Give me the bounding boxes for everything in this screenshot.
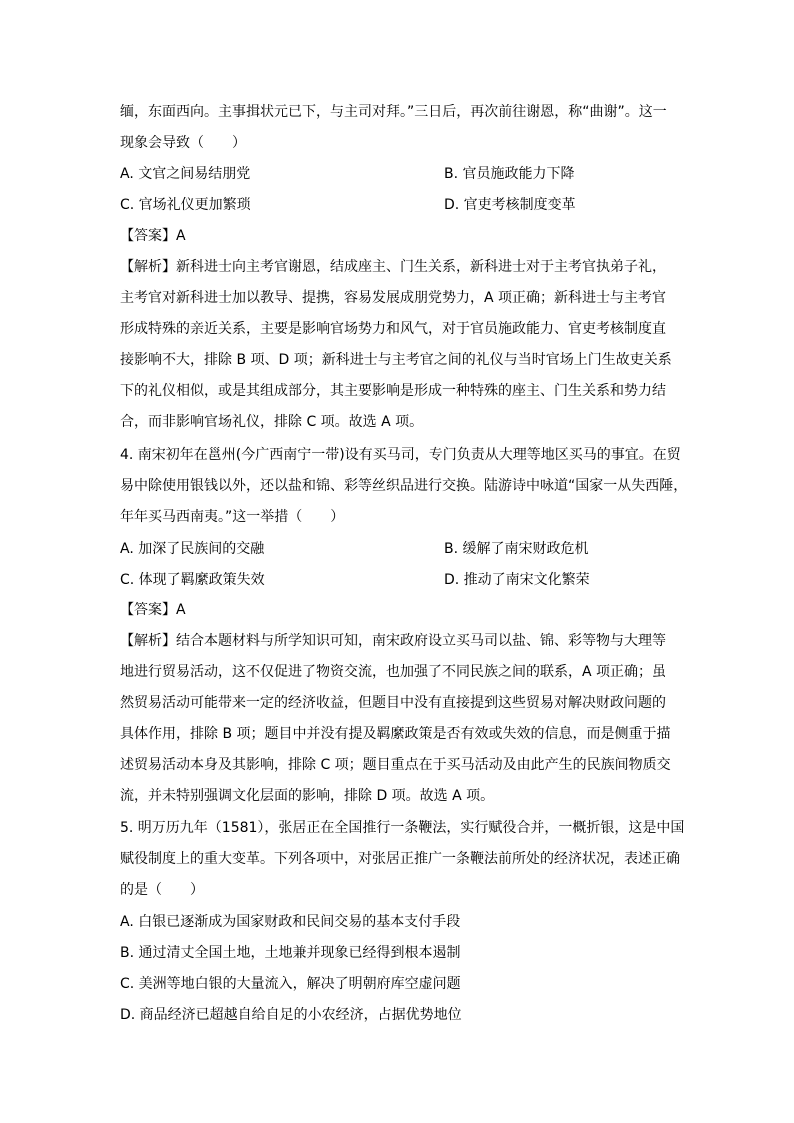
q3-stem-line-1: 缅，东面西向。主事揖状元已下，与主司对拜。”三日后，再次前往谢恩，称“曲谢”。这一 bbox=[120, 104, 667, 120]
q3-answer: 【答案】A bbox=[120, 228, 186, 244]
q4-analysis-line-2: 地进行贸易活动，这不仅促进了物资交流，也加强了不同民族之间的联系，A 项正确；虽 bbox=[120, 664, 667, 680]
q4-option-d: D. 推动了南宋文化繁荣 bbox=[444, 572, 590, 588]
q3-analysis-line-1: 【解析】新科进士向主考官谢恩，结成座主、门生关系，新科进士对于主考官执弟子礼， bbox=[120, 259, 666, 275]
q3-option-a: A. 文官之间易结朋党 bbox=[120, 166, 251, 182]
q4-analysis-line-3: 然贸易活动可能带来一定的经济收益，但题目中没有直接提到这些贸易对解决财政问题的 bbox=[120, 695, 666, 711]
q3-analysis-line-4: 接影响不大，排除 B 项、D 项；新科进士与主考官之间的礼仪与当时官场上门生故吏关系 bbox=[120, 352, 672, 368]
q4-stem-line-1: 4. 南宋初年在邕州(今广西南宁一带)设有买马司，专门负责从大理等地区买马的事宜。在贸 bbox=[120, 447, 681, 463]
q4-analysis-line-4: 具体作用，排除 B 项；题目中并没有提及羁縻政策是否有效或失效的信息，而是侧重于描 bbox=[120, 726, 671, 742]
q4-answer: 【答案】A bbox=[120, 602, 186, 618]
q3-option-d: D. 官吏考核制度变革 bbox=[444, 197, 576, 213]
q3-analysis-line-3: 形成特殊的亲近关系，主要是影响官场势力和风气，对于官员施政能力、官吏考核制度直 bbox=[120, 321, 666, 337]
q5-option-c: C. 美洲等地白银的大量流入，解决了明朝府库空虚问题 bbox=[120, 976, 461, 992]
q5-stem-line-2: 赋役制度上的重大变革。下列各项中，对张居正推广一条鞭法前所处的经济状况，表述正确 bbox=[120, 851, 680, 867]
q4-option-a: A. 加深了民族间的交融 bbox=[120, 541, 265, 557]
q5-option-d: D. 商品经济已超越自给自足的小农经济，占据优势地位 bbox=[120, 1007, 462, 1023]
q4-option-b: B. 缓解了南宋财政危机 bbox=[444, 541, 589, 557]
q3-analysis-line-2: 主考官对新科进士加以教导、提携，容易发展成朋党势力，A 项正确；新科进士与主考官 bbox=[120, 290, 667, 306]
q3-analysis-line-6: 合，而非影响官场礼仪，排除 C 项。故选 A 项。 bbox=[120, 414, 424, 430]
q5-stem-line-1: 5. 明万历九年（1581），张居正在全国推行一条鞭法，实行赋役合并，一概折银，这是中国 bbox=[120, 820, 685, 836]
q5-option-a: A. 白银已逐渐成为国家财政和民间交易的基本支付手段 bbox=[120, 914, 461, 930]
q4-analysis-line-5: 述贸易活动本身及其影响，排除 C 项；题目重点在于买马活动及由此产生的民族间物质交 bbox=[120, 757, 671, 773]
q5-stem-line-3: 的是（ ） bbox=[120, 882, 204, 898]
q4-analysis-line-6: 流，并未特别强调文化层面的影响，排除 D 项。故选 A 项。 bbox=[120, 788, 495, 804]
q3-stem-line-2: 现象会导致（ ） bbox=[120, 135, 246, 151]
q4-analysis-line-1: 【解析】结合本题材料与所学知识可知，南宋政府设立买马司以盐、锦、彩等物与大理等 bbox=[120, 633, 666, 649]
q4-stem-line-2: 易中除使用银钱以外，还以盐和锦、彩等丝织品进行交换。陆游诗中咏道“国家一从失西陲， bbox=[120, 478, 688, 494]
q3-analysis-line-5: 下的礼仪相似，或是其组成部分，其主要影响是形成一种特殊的座主、门生关系和势力结 bbox=[120, 383, 666, 399]
q3-option-b: B. 官员施政能力下降 bbox=[444, 166, 575, 182]
q4-stem-line-3: 年年买马西南夷。”这一举措（ ） bbox=[120, 509, 345, 525]
q4-option-c: C. 体现了羁縻政策失效 bbox=[120, 572, 265, 588]
q5-option-b: B. 通过清丈全国土地，土地兼并现象已经得到根本遏制 bbox=[120, 945, 461, 961]
q3-option-c: C. 官场礼仪更加繁琐 bbox=[120, 197, 251, 213]
